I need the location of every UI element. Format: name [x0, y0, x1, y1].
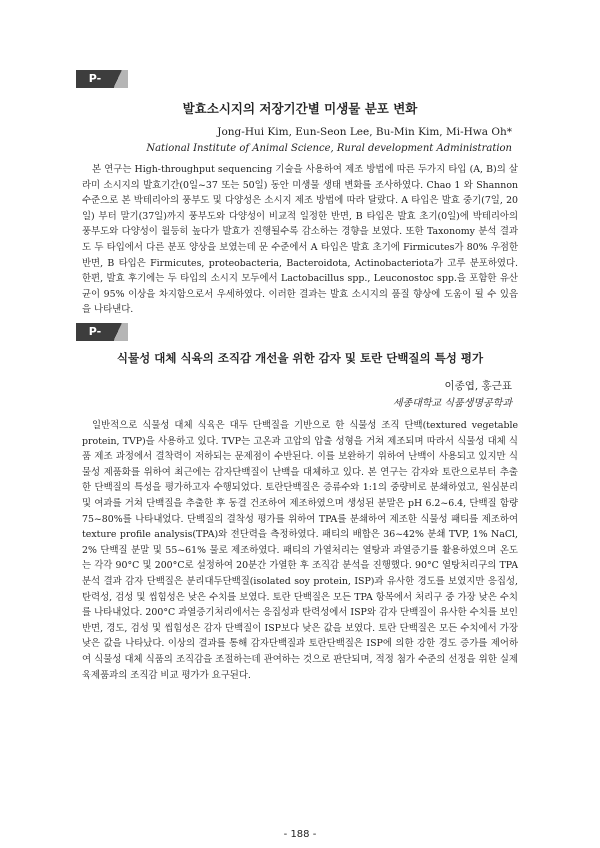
- abstract-affiliation: National Institute of Animal Science, Rural development Administration: [146, 143, 512, 154]
- abstract-tag-label: P-32: [76, 323, 114, 341]
- abstract-tag: [76, 323, 128, 356]
- abstract-body-text: 일반적으로 식물성 대체 식육은 대두 단백질을 기반으로 한 식물성 조직 단백(textured vegetable protein, TVP)을 사용하고 있다. TVP는 고온과 고압의 압출 성형을 거쳐 제조되며 따라서 식물성 대체 식품 제조 과정에서 결착력이 저하되는 문제점이 수반된다. 이를 보완하기 위하여 난백이 사용되고 있지만 식물성 제품화를 위하여 최근에는 감자단백질이 난백을 대체하고 있다. 본 연구는 감자와 토란으로부터 추출한 단백질의 특성을 평가하고자 수행되었다. 토란단백질은 증류수와 1:1의 중량비로 분쇄하였고, 원심분리 및 여과를 거쳐 단백질을 추출한 후 동결 건조하여 제조하였으며 생성된 분말은 pH 6.2~6.4, 단백질 함량 75~80%를 나타내었다. 단백질의 결착성 평가를 위하여 TPA를 분쇄하여 제조한 식물성 패티를 제조하여 texture profile analysis(TPA)와 전단력을 측정하였다. 패티의 배합은 36~42% 분쇄 TVP, 1% NaCl, 2% 단백질 분말 및 55~61% 물로 제조하였다. 패티의 가열처리는 열탕과 과열증기를 활용하였으며 온도는 각각 90°C 및 200°C로 설정하여 20분간 가열한 후 조직감 분석을 진행했다. 90°C 열탕처리구의 TPA분석 결과 감자 단백질은 분리대두단백질(isolated soy protein, ISP)과 유사한 경도를 보였지만 응집성, 탄력성, 검성 및 씹힘성은 낮은 수치를 보였다. 토란 단백질은 모든 TPA 항목에서 처리구 중 가장 낮은 수치를 나타내었다. 200°C 과열증기처리에서는 응집성과 탄력성에서 ISP와 감자 단백질이 유사한 수치를 보인 반면, 경도, 검성 및 씹힘성은 감자 단백질이 ISP보다 낮은 값을 보였다. 토란 단백질은 모든 수치에서 가장 낮은 값을 나타났다. 이상의 결과를 통해 감자단백질과 토란단백질은 ISP에 의한 강한 경도 증가를 제어하여 식물성 대체 식품의 조직감을 조절하는데 관여하는 것으로 판단되며, 적정 첨가 수준의 선정을 위한 실제 육제품과의 조직감 비교 평가가 요구된다.: [82, 420, 518, 681]
- abstract-affiliation: 세종대학교 식품생명공학과: [392, 398, 512, 409]
- abstract-tag-label: P-31: [76, 70, 114, 88]
- abstract-authors: Jong-Hui Kim, Eun-Seon Lee, Bu-Min Kim, Mi-Hwa Oh*: [217, 126, 512, 138]
- abstract-authors: 이종엽, 홍근표: [444, 380, 512, 392]
- tag-decoration: [114, 323, 128, 341]
- abstract-tag: [76, 70, 128, 103]
- abstract-title: 식물성 대체 식육의 조직감 개선을 위한 감자 및 토란 단백질의 특성 평가: [116, 351, 484, 365]
- abstract-body: [82, 418, 518, 683]
- abstract-body-text: 본 연구는 High-throughput sequencing 기술을 사용하여 제조 방법에 따른 두가지 타입 (A, B)의 살라미 소시지의 발효기간(0일~37 또는 50일) 동안 미생물 생태 변화를 조사하였다. Chao 1 와 Shannon 수준으로 본 박테리아의 풍부도 및 다양성은 소시지 제조 방법에 따라 달랐다. A 타입은 발효 중기(7일, 20일) 부터 말기(37일)까지 풍부도와 다양성이 비교적 일정한 반면, B 타입은 발효 초기(0일)에 박테리아의 풍부도와 다양성이 월등히 높다가 발효가 진행될수록 감소하는 경향을 보였다. 또한 Taxonomy 분석 결과도 두 타입에서 다른 분포 양상을 보였는데 문 수준에서 A 타입은 발효 초기에 Firmicutes가 80% 우점한 반면, B 타입은 Firmicutes, proteobacteria, Bacteroidota, Actinobacteriota가 고루 분포하였다. 한편, 발효 후기에는 두 타입의 소시지 모두에서 Lactobacillus spp., Leuconostoc spp.을 포함한 유산균이 95% 이상을 차지함으로서 우세하였다. 이러한 결과는 발효 소시지의 품질 향상에 도움이 될 수 있음을 나타낸다.: [82, 164, 518, 316]
- tag-decoration: [114, 70, 128, 88]
- page-number: - 188 -: [283, 829, 317, 840]
- abstract-title: 발효소시지의 저장기간별 미생물 분포 변화: [182, 101, 418, 116]
- abstract-body: [82, 162, 518, 318]
